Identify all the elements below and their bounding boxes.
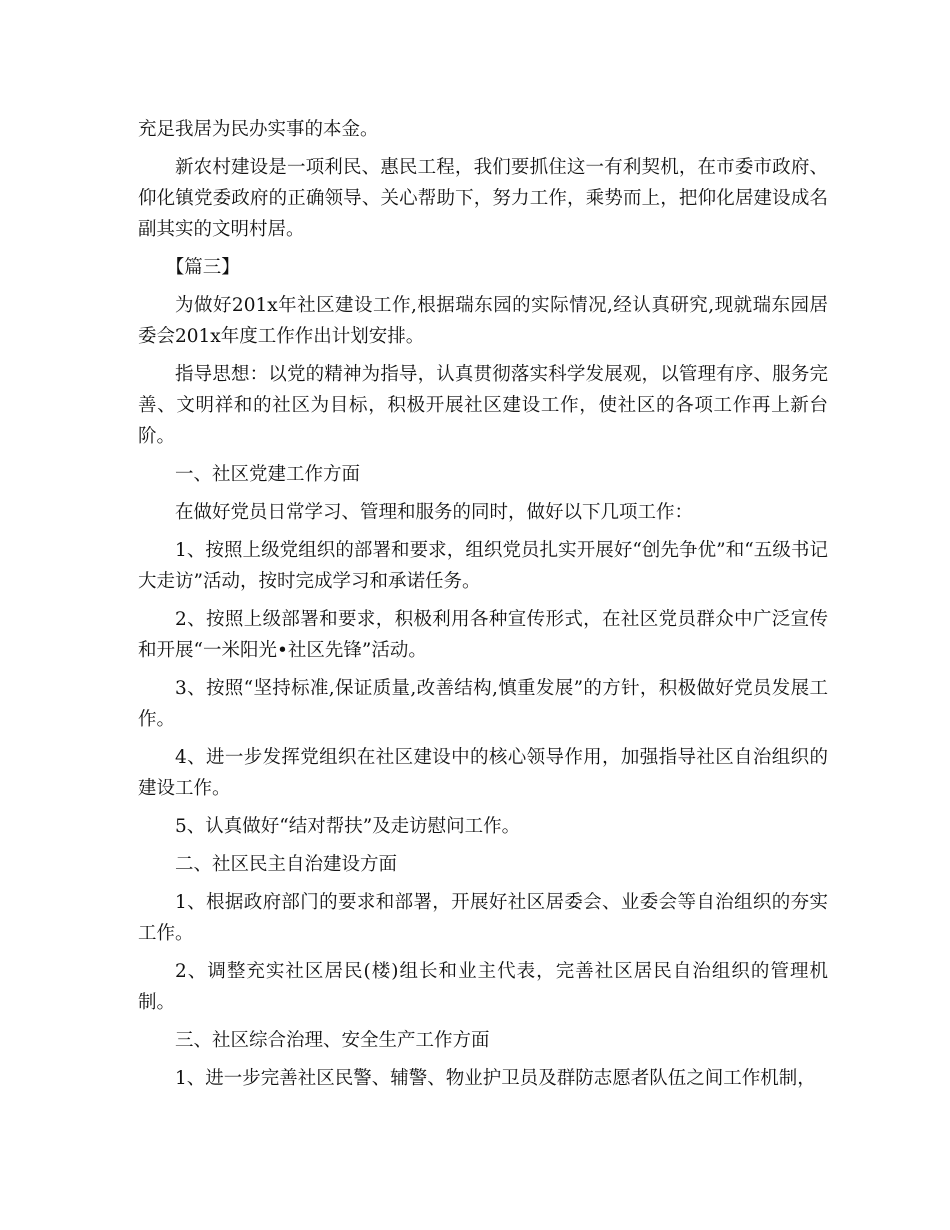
paragraph-guiding-thought: 指导思想：以党的精神为指导，认真贯彻落实科学发展观，以管理有序、服务完善、文明祥和的社区为目标，积极开展社区建设工作，使社区的各项工作再上新台阶。 — [138, 364, 828, 447]
paragraph-annual-plan: 为做好201x年社区建设工作,根据瑞东园的实际情况,经认真研究,现就瑞东园居委会201x年度工作作出计划安排。 — [138, 295, 828, 347]
heading-democratic-autonomy: 二、社区民主自治建设方面 — [175, 854, 398, 875]
list-item-party-2: 2、按照上级部署和要求，积极利用各种宣传形式，在社区党员群众中广泛宣传和开展“一米阳光•社区先锋”活动。 — [138, 609, 828, 661]
heading-governance-safety: 三、社区综合治理、安全生产工作方面 — [175, 1030, 490, 1051]
list-item-autonomy-1: 1、根据政府部门的要求和部署，开展好社区居委会、业委会等自治组织的夯实工作。 — [138, 892, 828, 944]
section-heading-part-three: 【篇三】 — [165, 257, 240, 278]
paragraph-new-rural-construction: 新农村建设是一项利民、惠民工程，我们要抓住这一有利契机，在市委市政府、仰化镇党委政府的正确领导、关心帮助下，努力工作，乘势而上，把仰化居建设成名副其实的文明村居。 — [138, 157, 828, 240]
list-item-autonomy-2: 2、调整充实社区居民(楼)组长和业主代表，完善社区居民自治组织的管理机制。 — [138, 961, 828, 1013]
paragraph-intro-end: 充足我居为民办实事的本金。 — [138, 119, 379, 140]
heading-party-building: 一、社区党建工作方面 — [175, 464, 361, 485]
paragraph-party-building-intro: 在做好党员日常学习、管理和服务的同时，做好以下几项工作： — [175, 502, 694, 523]
list-item-party-5: 5、认真做好“结对帮扶”及走访慰问工作。 — [175, 816, 521, 837]
document-body — [138, 114, 828, 1094]
list-item-party-1: 1、按照上级党组织的部署和要求，组织党员扎实开展好“创先争优”和“五级书记大走访”活动，按时完成学习和承诺任务。 — [138, 540, 828, 592]
list-item-governance-1: 1、进一步完善社区民警、辅警、物业护卫员及群防志愿者队伍之间工作机制， — [175, 1068, 816, 1089]
list-item-party-4: 4、进一步发挥党组织在社区建设中的核心领导作用，加强指导社区自治组织的建设工作。 — [138, 747, 828, 799]
list-item-party-3: 3、按照“坚持标准,保证质量,改善结构,慎重发展”的方针，积极做好党员发展工作。 — [138, 678, 828, 730]
